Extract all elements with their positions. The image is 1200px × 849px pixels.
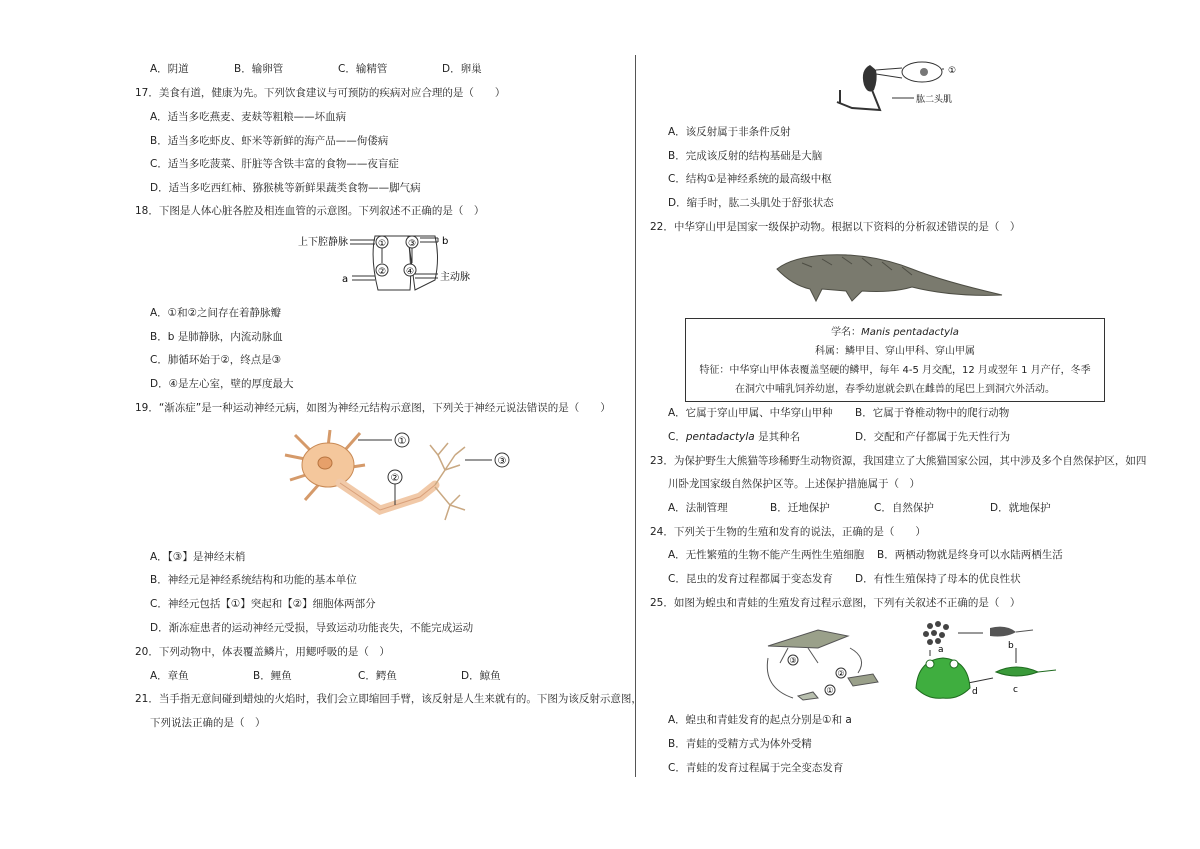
info-sci-name: Manis pentadactyla [861,327,959,338]
q22-option-c[interactable] [668,430,800,444]
q23-option-a[interactable]: A．法制管理 [668,502,728,514]
info-sci-name-line [686,323,1104,342]
q19-option-d[interactable]: D．渐冻症患者的运动神经元受损，导致运动功能丧失，不能完成运动 [150,622,474,634]
q24-option-c[interactable]: C．昆虫的发育过程都属于变态发育 [668,573,833,585]
q25-option-c[interactable]: C．青蛙的发育过程属于完全变态发育 [668,762,844,774]
q21-stem-line1: 21．当手指无意间碰到蜡烛的火焰时，我们会立即缩回手臂，该反射是人生来就有的。下图为该反射示意图， [135,693,642,705]
q17-stem: 17．美食有道，健康为先。下列饮食建议与可预防的疾病对应合理的是（ ） [135,87,506,99]
q21-option-c[interactable]: C．结构①是神经系统的最高级中枢 [668,173,832,185]
heart-diagram [290,228,480,296]
label-c3: ③ [407,239,417,249]
reflex-arm-diagram [832,60,982,118]
q17-option-d[interactable]: D．适当多吃西红柿、猕猴桃等新鲜果蔬类食物——脚气病 [150,182,421,194]
q21-option-b[interactable]: B．完成该反射的结构基础是大脑 [668,150,823,162]
q21-stem-line2: 下列说法正确的是（ ） [150,717,266,729]
q24-stem: 24．下列关于生物的生殖和发育的说法，正确的是（ ） [650,526,926,538]
q20-option-d[interactable]: D．鲸鱼 [461,670,501,682]
q23-option-c[interactable]: C．自然保护 [874,502,934,514]
q23-option-b[interactable]: B．迁地保护 [770,502,830,514]
q22-option-c-italic: pentadactyla [685,431,755,443]
q19-option-a[interactable]: A．【③】是神经末梢 [150,551,246,563]
q22-option-c-suffix: 是其种名 [754,431,801,443]
q24-option-a[interactable]: A．无性繁殖的生物不能产生两性生殖细胞 [668,549,865,561]
q16-option-a[interactable]: A．阴道 [150,63,189,75]
q23-stem-line2: 川卧龙国家级自然保护区等。上述保护措施属于（ ） [668,478,920,490]
q18-option-d[interactable]: D．④是左心室，壁的厚度最大 [150,378,294,390]
grasshopper-label-1: ① [826,686,834,695]
label-vena-cava: 上下腔静脉 [298,237,348,248]
q17-option-a[interactable]: A．适当多吃燕麦、麦麸等粗粮——坏血病 [150,111,347,123]
q20-stem: 20．下列动物中，体表覆盖鳞片，用鳃呼吸的是（ ） [135,646,390,658]
q22-option-d[interactable]: D．交配和产仔都属于先天性行为 [855,431,1011,443]
info-sci-prefix: 学名： [831,327,862,338]
q19-option-b[interactable]: B．神经元是神经系统结构和功能的基本单位 [150,574,357,586]
q21-option-a[interactable]: A．该反射属于非条件反射 [668,126,791,138]
frog-label-b: b [1008,641,1014,651]
info-feature-1: 特征：中华穿山甲体表覆盖坚硬的鳞甲，每年 4-5 月交配，12 月或翌年 1 月产仔，冬季 [699,365,1091,376]
q25-option-a[interactable]: A．蝗虫和青蛙发育的起点分别是①和 a [668,714,852,726]
q18-stem: 18．下图是人体心脏各腔及相连血管的示意图。下列叙述不正确的是（ ） [135,205,485,217]
lifecycle-diagram [758,618,1063,710]
label-3: ③ [497,456,507,467]
q21-option-d[interactable]: D．缩手时，肱二头肌处于舒张状态 [668,197,834,209]
frog-label-a: a [938,645,944,655]
q16-options [150,62,482,76]
q16-option-c[interactable]: C．输精管 [338,63,388,75]
label-b: b [442,236,449,247]
label-c1: ① [377,239,387,249]
q19-option-c[interactable]: C．神经元包括【①】突起和【②】细胞体两部分 [150,598,376,610]
grasshopper-label-3: ③ [789,656,797,665]
frog-label-d: d [972,687,978,697]
q23-option-d[interactable]: D．就地保护 [990,502,1051,514]
label-aorta: 主动脉 [440,272,470,283]
frog-eggs [923,621,949,645]
q22-option-a[interactable]: A．它属于穿山甲属、中华穿山甲种 [668,407,833,419]
pangolin-info-box [685,318,1105,402]
q24-option-d[interactable]: D．有性生殖保持了母本的优良性状 [855,573,1021,585]
q18-option-a[interactable]: A．①和②之间存在着静脉瓣 [150,307,282,319]
pangolin-illustration [772,247,1007,303]
q25-stem: 25．如图为蝗虫和青蛙的生殖发育过程示意图，下列有关叙述不正确的是（ ） [650,597,1021,609]
label-1: ① [397,436,407,447]
arm-label-1: ① [948,66,957,76]
q20-option-a[interactable]: A．章鱼 [150,670,189,682]
label-c2: ② [377,267,387,277]
q20-option-b[interactable]: B．鲤鱼 [253,670,292,682]
info-feature-2: 在洞穴中哺乳饲养幼崽，春季幼崽就会趴在雌兽的尾巴上到洞穴外活动。 [735,384,1055,395]
label-c4: ④ [405,267,415,277]
q17-option-c[interactable]: C．适当多吃菠菜、肝脏等含铁丰富的食物——夜盲症 [150,158,399,170]
label-2: ② [390,473,400,484]
frog-label-c: c [1013,685,1018,695]
q19-stem: 19．“渐冻症”是一种运动神经元病，如图为神经元结构示意图，下列关于神经元说法错误的是（ ） [135,402,611,414]
q23-options [668,501,1051,515]
grasshopper-label-2: ② [837,669,845,678]
neuron-diagram [270,425,520,535]
q18-option-b[interactable]: B．b 是肺静脉，内流动脉血 [150,331,283,343]
q16-option-d[interactable]: D．卵巢 [442,63,482,75]
q20-option-c[interactable]: C．鳄鱼 [358,670,397,682]
q22-stem: 22．中华穿山甲是国家一级保护动物。根据以下资料的分析叙述错误的是（ ） [650,221,1021,233]
column-divider [635,55,636,777]
q25-option-b[interactable]: B．青蛙的受精方式为体外受精 [668,738,812,750]
info-taxonomy: 科属：鳞甲目、穿山甲科、穿山甲属 [815,346,975,357]
q18-option-c[interactable]: C．肺循环始于②，终点是③ [150,354,282,366]
q20-options [150,669,501,683]
q24-option-b[interactable]: B．两栖动物就是终身可以水陆两栖生活 [877,549,1063,561]
arm-label-biceps: 肱二头肌 [916,95,953,105]
q22-option-b[interactable]: B．它属于脊椎动物中的爬行动物 [855,407,1010,419]
q22-option-c-prefix: C． [668,431,686,443]
q17-option-b[interactable]: B．适当多吃虾皮、虾米等新鲜的海产品——佝偻病 [150,135,389,147]
label-a: a [342,274,349,285]
q16-option-b[interactable]: B．输卵管 [234,63,284,75]
q23-stem-line1: 23．为保护野生大熊猫等珍稀野生动物资源，我国建立了大熊猫国家公园，其中涉及多个自然保护区，如四 [650,455,1147,467]
